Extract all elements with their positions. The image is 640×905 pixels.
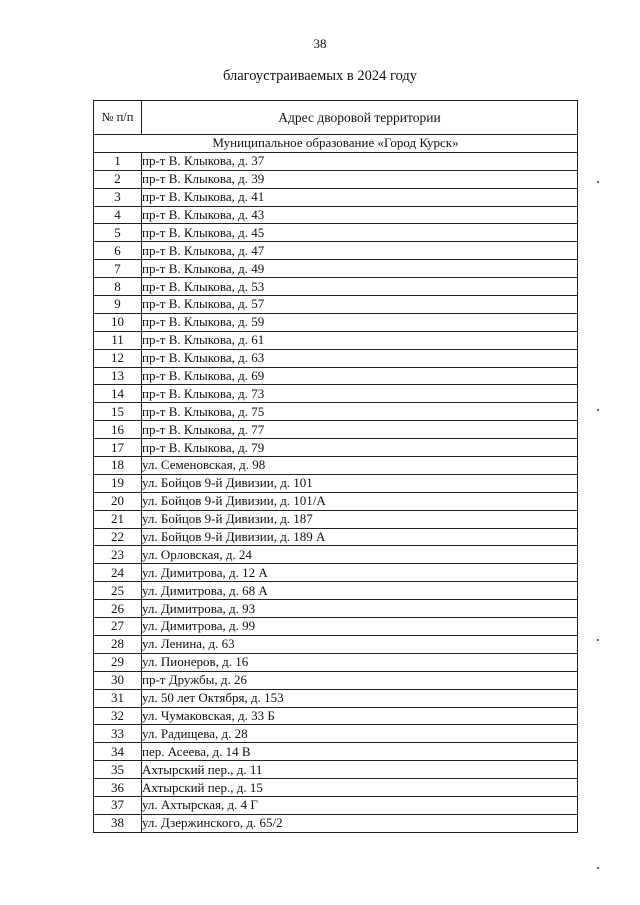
row-address: ул. Пионеров, д. 16 <box>142 653 578 671</box>
table-row <box>94 367 578 385</box>
table-row <box>94 188 578 206</box>
table-row <box>94 385 578 403</box>
row-number: 8 <box>94 278 142 296</box>
table-row <box>94 546 578 564</box>
table-row <box>94 689 578 707</box>
row-address: ул. 50 лет Октября, д. 153 <box>142 689 578 707</box>
row-number: 29 <box>94 653 142 671</box>
row-number: 24 <box>94 564 142 582</box>
scan-speck <box>597 867 599 869</box>
table-row <box>94 743 578 761</box>
row-address: пр-т В. Клыкова, д. 39 <box>142 170 578 188</box>
row-address: пр-т В. Клыкова, д. 61 <box>142 331 578 349</box>
row-address: пр-т В. Клыкова, д. 57 <box>142 296 578 314</box>
document-heading: благоустраиваемых в 2024 году <box>222 68 418 84</box>
table-row <box>94 779 578 797</box>
row-address: пр-т Дружбы, д. 26 <box>142 671 578 689</box>
scan-speck <box>597 639 599 641</box>
row-address: пр-т В. Клыкова, д. 37 <box>142 152 578 170</box>
table-row <box>94 349 578 367</box>
row-address: Ахтырский пер., д. 11 <box>142 761 578 779</box>
row-address: Ахтырский пер., д. 15 <box>142 779 578 797</box>
row-number: 16 <box>94 421 142 439</box>
row-number: 32 <box>94 707 142 725</box>
table-row <box>94 618 578 636</box>
row-number: 28 <box>94 635 142 653</box>
row-number: 34 <box>94 743 142 761</box>
table-row <box>94 206 578 224</box>
row-address: ул. Семеновская, д. 98 <box>142 457 578 475</box>
table-row <box>94 635 578 653</box>
row-number: 14 <box>94 385 142 403</box>
row-number: 7 <box>94 260 142 278</box>
row-number: 23 <box>94 546 142 564</box>
row-number: 30 <box>94 671 142 689</box>
table-row <box>94 224 578 242</box>
row-address: ул. Димитрова, д. 93 <box>142 600 578 618</box>
table-row <box>94 242 578 260</box>
table-row <box>94 439 578 457</box>
row-address: ул. Димитрова, д. 12 А <box>142 564 578 582</box>
table-row <box>94 796 578 814</box>
row-number: 11 <box>94 331 142 349</box>
row-address: ул. Орловская, д. 24 <box>142 546 578 564</box>
table-row <box>94 474 578 492</box>
page-number: 38 <box>313 36 327 51</box>
row-number: 10 <box>94 313 142 331</box>
row-address: пр-т В. Клыкова, д. 47 <box>142 242 578 260</box>
row-address: ул. Бойцов 9-й Дивизии, д. 187 <box>142 510 578 528</box>
row-number: 12 <box>94 349 142 367</box>
row-address: пр-т В. Клыкова, д. 63 <box>142 349 578 367</box>
row-address: пер. Асеева, д. 14 В <box>142 743 578 761</box>
table-row <box>94 260 578 278</box>
row-number: 25 <box>94 582 142 600</box>
table-row <box>94 671 578 689</box>
row-address: пр-т В. Клыкова, д. 49 <box>142 260 578 278</box>
row-number: 27 <box>94 618 142 636</box>
header-number: № п/п <box>94 101 142 135</box>
row-address: ул. Бойцов 9-й Дивизии, д. 101/А <box>142 492 578 510</box>
row-address: пр-т В. Клыкова, д. 41 <box>142 188 578 206</box>
row-number: 18 <box>94 457 142 475</box>
table-row <box>94 331 578 349</box>
section-title: Муниципальное образование «Город Курск» <box>94 135 578 153</box>
table-row <box>94 403 578 421</box>
scan-speck <box>597 181 599 183</box>
row-address: ул. Димитрова, д. 68 А <box>142 582 578 600</box>
row-address: пр-т В. Клыкова, д. 53 <box>142 278 578 296</box>
row-number: 17 <box>94 439 142 457</box>
row-address: пр-т В. Клыкова, д. 69 <box>142 367 578 385</box>
table-row <box>94 457 578 475</box>
table-row <box>94 725 578 743</box>
row-number: 38 <box>94 814 142 832</box>
table-row <box>94 421 578 439</box>
table-row <box>94 170 578 188</box>
table-row <box>94 296 578 314</box>
row-address: ул. Ленина, д. 63 <box>142 635 578 653</box>
row-address: ул. Бойцов 9-й Дивизии, д. 101 <box>142 474 578 492</box>
row-number: 9 <box>94 296 142 314</box>
table-row <box>94 313 578 331</box>
row-number: 26 <box>94 600 142 618</box>
row-address: ул. Ахтырская, д. 4 Г <box>142 796 578 814</box>
table-header-row <box>94 101 578 135</box>
table-row <box>94 152 578 170</box>
row-address: пр-т В. Клыкова, д. 59 <box>142 313 578 331</box>
row-address: ул. Радищева, д. 28 <box>142 725 578 743</box>
table-row <box>94 528 578 546</box>
table-row <box>94 707 578 725</box>
table-row <box>94 814 578 832</box>
table-row <box>94 653 578 671</box>
row-address: ул. Чумаковская, д. 33 Б <box>142 707 578 725</box>
table-row <box>94 492 578 510</box>
table-row <box>94 582 578 600</box>
row-number: 36 <box>94 779 142 797</box>
row-number: 19 <box>94 474 142 492</box>
row-number: 3 <box>94 188 142 206</box>
table-row <box>94 761 578 779</box>
table-row <box>94 278 578 296</box>
row-number: 37 <box>94 796 142 814</box>
row-address: ул. Дзержинского, д. 65/2 <box>142 814 578 832</box>
row-number: 1 <box>94 152 142 170</box>
row-number: 15 <box>94 403 142 421</box>
row-address: ул. Бойцов 9-й Дивизии, д. 189 А <box>142 528 578 546</box>
row-number: 22 <box>94 528 142 546</box>
row-number: 13 <box>94 367 142 385</box>
row-address: пр-т В. Клыкова, д. 43 <box>142 206 578 224</box>
row-address: пр-т В. Клыкова, д. 45 <box>142 224 578 242</box>
address-table <box>93 100 578 833</box>
row-number: 20 <box>94 492 142 510</box>
row-address: пр-т В. Клыкова, д. 77 <box>142 421 578 439</box>
row-address: пр-т В. Клыкова, д. 73 <box>142 385 578 403</box>
header-address: Адрес дворовой территории <box>142 101 578 135</box>
scan-speck <box>597 409 599 411</box>
row-number: 5 <box>94 224 142 242</box>
row-number: 6 <box>94 242 142 260</box>
row-number: 2 <box>94 170 142 188</box>
row-number: 4 <box>94 206 142 224</box>
row-number: 31 <box>94 689 142 707</box>
row-address: пр-т В. Клыкова, д. 75 <box>142 403 578 421</box>
row-address: ул. Димитрова, д. 99 <box>142 618 578 636</box>
table-row <box>94 600 578 618</box>
row-address: пр-т В. Клыкова, д. 79 <box>142 439 578 457</box>
row-number: 33 <box>94 725 142 743</box>
table-row <box>94 510 578 528</box>
row-number: 21 <box>94 510 142 528</box>
table-row <box>94 564 578 582</box>
section-row <box>94 135 578 153</box>
row-number: 35 <box>94 761 142 779</box>
